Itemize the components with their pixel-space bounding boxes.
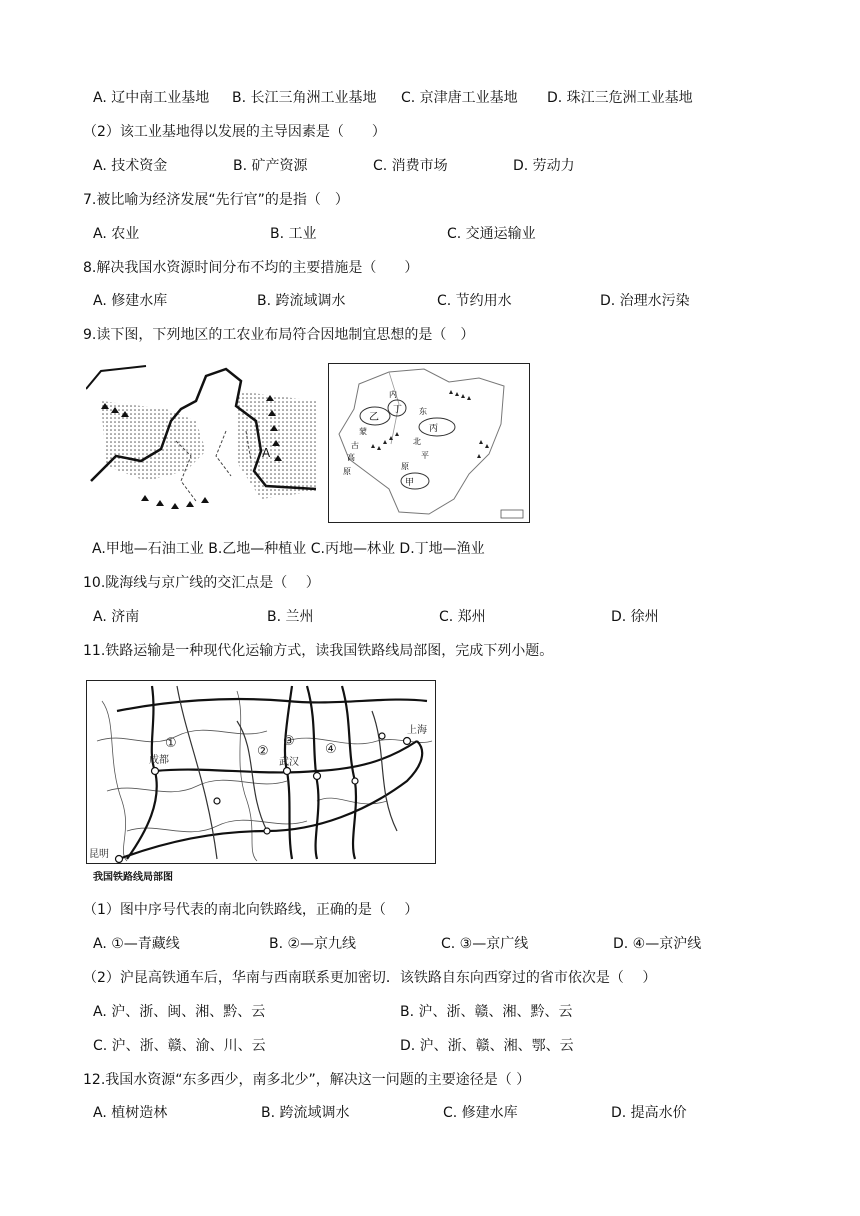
q11-sub1-option-a: A. ①—青藏线 bbox=[93, 936, 180, 952]
q11-sub2-option-a: A. 沪、浙、闽、湘、黔、云 bbox=[93, 1004, 266, 1020]
q6-option-a: A. 辽中南工业基地 bbox=[93, 90, 210, 106]
q11-sub1-stem: （1）图中序号代表的南北向铁路线，正确的是（ ） bbox=[83, 902, 419, 918]
q9-stem: 9.读下图，下列地区的工农业布局符合因地制宜思想的是（ ） bbox=[83, 327, 475, 343]
q9-map-label-jia: 甲 bbox=[405, 478, 415, 488]
q10-option-c: C. 郑州 bbox=[439, 609, 486, 625]
q11-map-label-1: ① bbox=[165, 736, 177, 751]
q9-map-label-bing: 丙 bbox=[429, 424, 439, 434]
q8-option-a: A. 修建水库 bbox=[93, 293, 168, 309]
q11-sub1-option-d: D. ④—京沪线 bbox=[613, 936, 702, 952]
q9-map-label-gao: 高 bbox=[347, 453, 355, 462]
q12-option-b: B. 跨流域调水 bbox=[261, 1105, 350, 1121]
q11-map-label-chengdu: 成都 bbox=[149, 755, 169, 766]
q6-option-c: C. 京津唐工业基地 bbox=[401, 90, 518, 106]
q12-option-a: A. 植树造林 bbox=[93, 1105, 168, 1121]
q11-map-label-kunming: 昆明 bbox=[89, 849, 109, 860]
q11-map-label-2: ② bbox=[257, 744, 269, 759]
q9-options: A.甲地—石油工业 B.乙地—种植业 C.丙地—林业 D.丁地—渔业 bbox=[92, 541, 485, 557]
q11-sub2-stem: （2）沪昆高铁通车后，华南与西南联系更加密切．该铁路自东向西穿过的省市依次是（ ） bbox=[83, 970, 657, 986]
q11-sub1-option-b: B. ②—京九线 bbox=[269, 936, 357, 952]
q11-sub2-option-b: B. 沪、浙、赣、湘、黔、云 bbox=[400, 1004, 573, 1020]
q10-option-a: A. 济南 bbox=[93, 609, 140, 625]
q6-sub2-option-a: A. 技术资金 bbox=[93, 158, 168, 174]
q9-map-left-label-a: A bbox=[262, 446, 271, 460]
q8-option-b: B. 跨流域调水 bbox=[257, 293, 346, 309]
q9-map-right-drawing bbox=[329, 364, 529, 522]
q11-map-caption: 我国铁路线局部图 bbox=[93, 872, 173, 883]
q6-sub2-option-d: D. 劳动力 bbox=[513, 158, 575, 174]
q10-stem: 10.陇海线与京广线的交汇点是（ ） bbox=[83, 575, 320, 591]
q11-sub1-option-c: C. ③—京广线 bbox=[441, 936, 529, 952]
q6-sub2-stem: （2）该工业基地得以发展的主导因素是（ ） bbox=[83, 124, 386, 140]
q12-stem: 12.我国水资源“东多西少，南多北少”，解决这一问题的主要途径是（ ） bbox=[83, 1072, 531, 1088]
q9-map-right bbox=[328, 363, 530, 523]
q9-map-label-yuan2: 原 bbox=[401, 462, 409, 471]
q9-map-left bbox=[86, 361, 324, 523]
q11-railway-map bbox=[86, 680, 436, 864]
q10-option-d: D. 徐州 bbox=[611, 609, 659, 625]
q9-map-label-bei: 北 bbox=[413, 437, 421, 446]
q9-map-left-drawing bbox=[86, 361, 324, 523]
q10-option-b: B. 兰州 bbox=[267, 609, 314, 625]
q12-option-c: C. 修建水库 bbox=[443, 1105, 518, 1121]
q11-railway-map-drawing bbox=[87, 681, 435, 863]
q9-map-label-ding: 丁 bbox=[393, 405, 403, 415]
q12-option-d: D. 提高水价 bbox=[611, 1105, 687, 1121]
q9-map-label-nei: 内 bbox=[389, 390, 397, 399]
q9-map-label-dong: 东 bbox=[419, 407, 427, 416]
q8-option-d: D. 治理水污染 bbox=[600, 293, 690, 309]
q6-sub2-option-b: B. 矿产资源 bbox=[233, 158, 308, 174]
q6-option-b: B. 长江三角洲工业基地 bbox=[232, 90, 377, 106]
q9-map-label-yi: 乙 bbox=[369, 412, 379, 423]
q8-option-c: C. 节约用水 bbox=[437, 293, 512, 309]
q11-stem: 11.铁路运输是一种现代化运输方式，读我国铁路线局部图，完成下列小题。 bbox=[83, 643, 554, 659]
q11-map-label-3: ③ bbox=[283, 734, 295, 749]
q7-option-c: C. 交通运输业 bbox=[447, 226, 536, 242]
q7-option-b: B. 工业 bbox=[270, 226, 317, 242]
q11-map-label-wuhan: 武汉 bbox=[279, 757, 299, 768]
q9-map-label-gu: 古 bbox=[351, 441, 359, 450]
q7-option-a: A. 农业 bbox=[93, 226, 140, 242]
q11-map-label-shanghai: 上海 bbox=[407, 725, 427, 736]
q7-stem: 7.被比喻为经济发展“先行官”的是指（ ） bbox=[83, 192, 349, 208]
q11-map-label-4: ④ bbox=[325, 742, 337, 757]
q9-map-label-meng: 蒙 bbox=[359, 427, 367, 436]
q11-sub2-option-c: C. 沪、浙、赣、渝、川、云 bbox=[93, 1038, 266, 1054]
q9-map-label-ping: 平 bbox=[421, 451, 429, 460]
q8-stem: 8.解决我国水资源时间分布不均的主要措施是（ ） bbox=[83, 260, 419, 276]
q11-sub2-option-d: D. 沪、浙、赣、湘、鄂、云 bbox=[400, 1038, 574, 1054]
q6-option-d: D. 珠江三危洲工业基地 bbox=[547, 90, 693, 106]
q9-map-label-yuan1: 原 bbox=[343, 467, 351, 476]
q6-sub2-option-c: C. 消费市场 bbox=[373, 158, 448, 174]
